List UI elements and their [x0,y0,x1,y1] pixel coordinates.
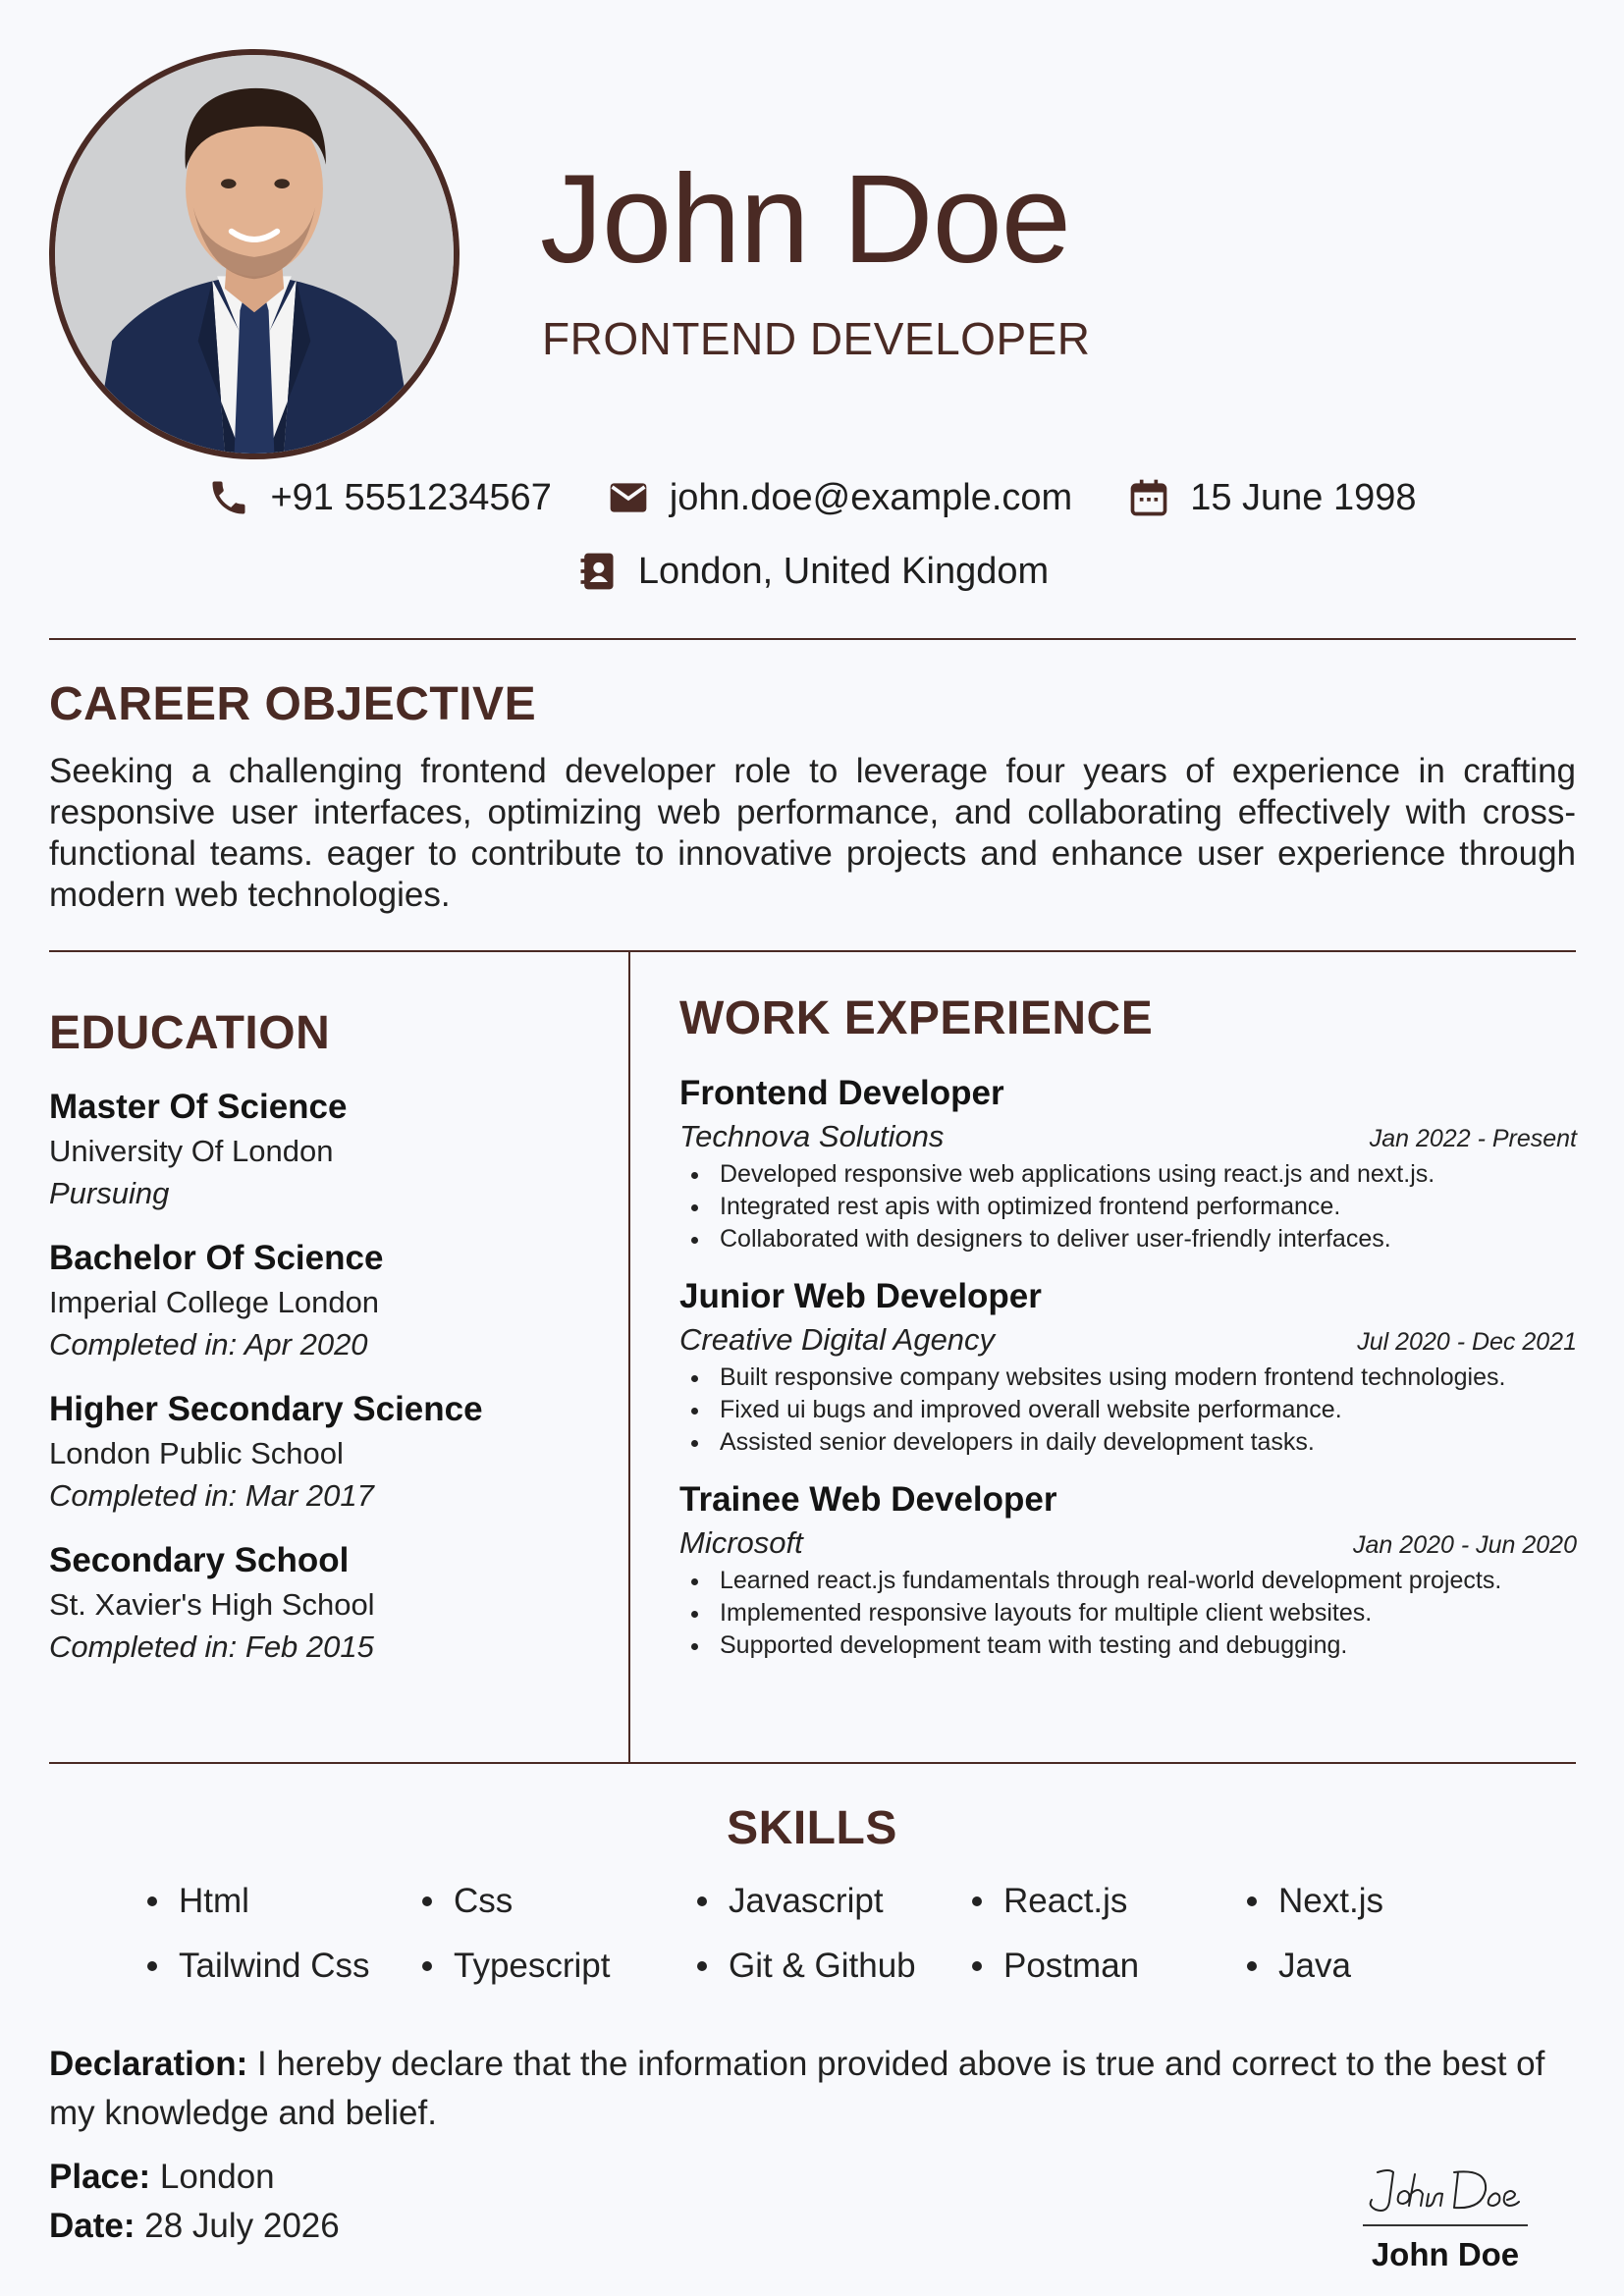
skill-item [422,1945,697,1988]
skill-item [147,1880,422,1923]
bullet-dot [697,1896,707,1906]
contact-email [607,476,1072,519]
education-status: Completed in: Apr 2020 [49,1327,368,1362]
skill-label: Typescript [454,1947,611,1985]
skill-item [697,1945,972,1988]
job-bullets [679,1362,1577,1459]
contact-row-secondary [0,550,1624,593]
bullet-dot [147,1896,157,1906]
divider-header [49,638,1576,640]
job-entry [679,1273,1577,1459]
job-dates: Jan 2020 - Jun 2020 [1353,1531,1577,1559]
job-bullet: Built responsive company websites using modern frontend technologies. [687,1362,1577,1394]
bullet-dot [1247,1961,1257,1971]
job-title: Trainee Web Developer [679,1480,1057,1519]
job-bullet: Learned react.js fundamentals through real-world development projects. [687,1565,1577,1597]
education-item [49,1085,619,1214]
place-value: London [150,2158,275,2196]
mail-icon [607,476,650,519]
contact-row-primary [0,476,1624,519]
education-item [49,1538,619,1668]
signature-name: John Doe [1371,2236,1520,2272]
education-status: Pursuing [49,1176,170,1210]
phone-icon [207,476,250,519]
calendar-icon [1127,476,1170,519]
skill-item [697,1880,972,1923]
divider-objective [49,950,1576,952]
divider-columns [628,950,630,1763]
bullet-dot [697,1961,707,1971]
bullet-dot [972,1896,982,1906]
bullet-dot [422,1896,432,1906]
job-company: Technova Solutions [679,1119,945,1153]
skill-item [422,1880,697,1923]
education-degree: Higher Secondary Science [49,1390,483,1428]
job-bullet: Fixed ui bugs and improved overall website performance. [687,1394,1577,1426]
skill-item [147,1945,422,1988]
job-bullets [679,1158,1577,1255]
portrait-illustration [55,55,454,454]
skill-label: Java [1278,1947,1351,1985]
bullet-dot [1247,1896,1257,1906]
skill-label: Git & Github [729,1947,916,1985]
education-degree: Master Of Science [49,1088,348,1126]
declaration [49,2040,1576,2138]
skill-label: Next.js [1278,1882,1383,1920]
job-title: Junior Web Developer [679,1277,1042,1315]
job-meta [679,1117,1577,1158]
skill-label: Tailwind Css [179,1947,370,1985]
divider-skills [49,1762,1576,1764]
education-status: Completed in: Feb 2015 [49,1629,374,1664]
objective-heading: CAREER OBJECTIVE [49,678,537,730]
date-label: Date: [49,2207,135,2245]
bullet-dot [972,1961,982,1971]
skill-label: Javascript [729,1882,884,1920]
objective-text: Seeking a challenging frontend developer role to leverage four years of experience in crafting responsive user interfaces, optimizing web performance, and collaborating effectively with cross-functional teams. eager to contribute to innovative projects and enhance user experience through modern web technologies. [49,752,1576,914]
job-entry [679,1476,1577,1662]
contact-dob [1127,476,1416,519]
place-label: Place: [49,2158,151,2196]
contact-card-icon [575,550,619,593]
job-dates: Jan 2022 - Present [1369,1125,1577,1152]
skill-item [1247,1880,1522,1923]
education-school: London Public School [49,1436,344,1470]
date-value: 28 July 2026 [135,2207,340,2245]
education-item [49,1236,619,1365]
education-school: St. Xavier's High School [49,1587,375,1622]
job-bullet: Collaborated with designers to deliver user-friendly interfaces. [687,1223,1577,1255]
skills-heading: SKILLS [727,1802,897,1854]
job-title: Frontend Developer [679,1074,1004,1112]
date-of-birth: 15 June 1998 [1190,476,1417,518]
skill-label: React.js [1003,1882,1128,1920]
job-bullet: Assisted senior developers in daily development tasks. [687,1426,1577,1459]
skill-item [1247,1945,1522,1988]
skills-grid [147,1880,1522,1988]
work-list [679,1070,1577,1680]
skill-item [972,1945,1247,1988]
education-degree: Secondary School [49,1541,350,1579]
job-dates: Jul 2020 - Dec 2021 [1357,1328,1577,1356]
education-school: Imperial College London [49,1285,380,1319]
job-bullet: Integrated rest apis with optimized frontend performance. [687,1191,1577,1223]
job-bullets [679,1565,1577,1662]
contact-phone [207,476,551,519]
education-status: Completed in: Mar 2017 [49,1478,374,1513]
bullet-dot [147,1961,157,1971]
signature-line [1363,2224,1528,2226]
declaration-label: Declaration: [49,2045,248,2083]
date [49,2207,340,2246]
place [49,2158,275,2197]
contact-location [575,550,1049,593]
education-school: University Of London [49,1134,334,1168]
skill-label: Css [454,1882,514,1920]
job-meta [679,1320,1577,1362]
job-bullet: Supported development team with testing and debugging. [687,1629,1577,1662]
candidate-name: John Doe [540,149,1070,290]
education-item [49,1387,619,1517]
location: London, United Kingdom [637,550,1050,592]
signature-image [1360,2155,1527,2223]
job-company: Microsoft [679,1525,803,1560]
job-entry [679,1070,1577,1255]
declaration-text: I hereby declare that the information provided above is true and correct to the best of my knowledge and belief. [49,2045,1545,2132]
bullet-dot [422,1961,432,1971]
skill-label: Html [179,1882,249,1920]
job-company: Creative Digital Agency [679,1322,996,1357]
email-address: john.doe@example.com [669,476,1073,518]
job-bullet: Implemented responsive layouts for multiple client websites. [687,1597,1577,1629]
skill-label: Postman [1003,1947,1140,1985]
education-heading: EDUCATION [49,1007,331,1059]
work-heading: WORK EXPERIENCE [679,992,1154,1044]
education-degree: Bachelor Of Science [49,1239,384,1277]
job-bullet: Developed responsive web applications using react.js and next.js. [687,1158,1577,1191]
education-list [49,1085,619,1689]
skill-item [972,1880,1247,1923]
profile-photo [49,49,460,459]
candidate-role: FRONTEND DEVELOPER [542,313,1091,364]
job-meta [679,1523,1577,1565]
phone-number: +91 5551234567 [270,476,552,518]
